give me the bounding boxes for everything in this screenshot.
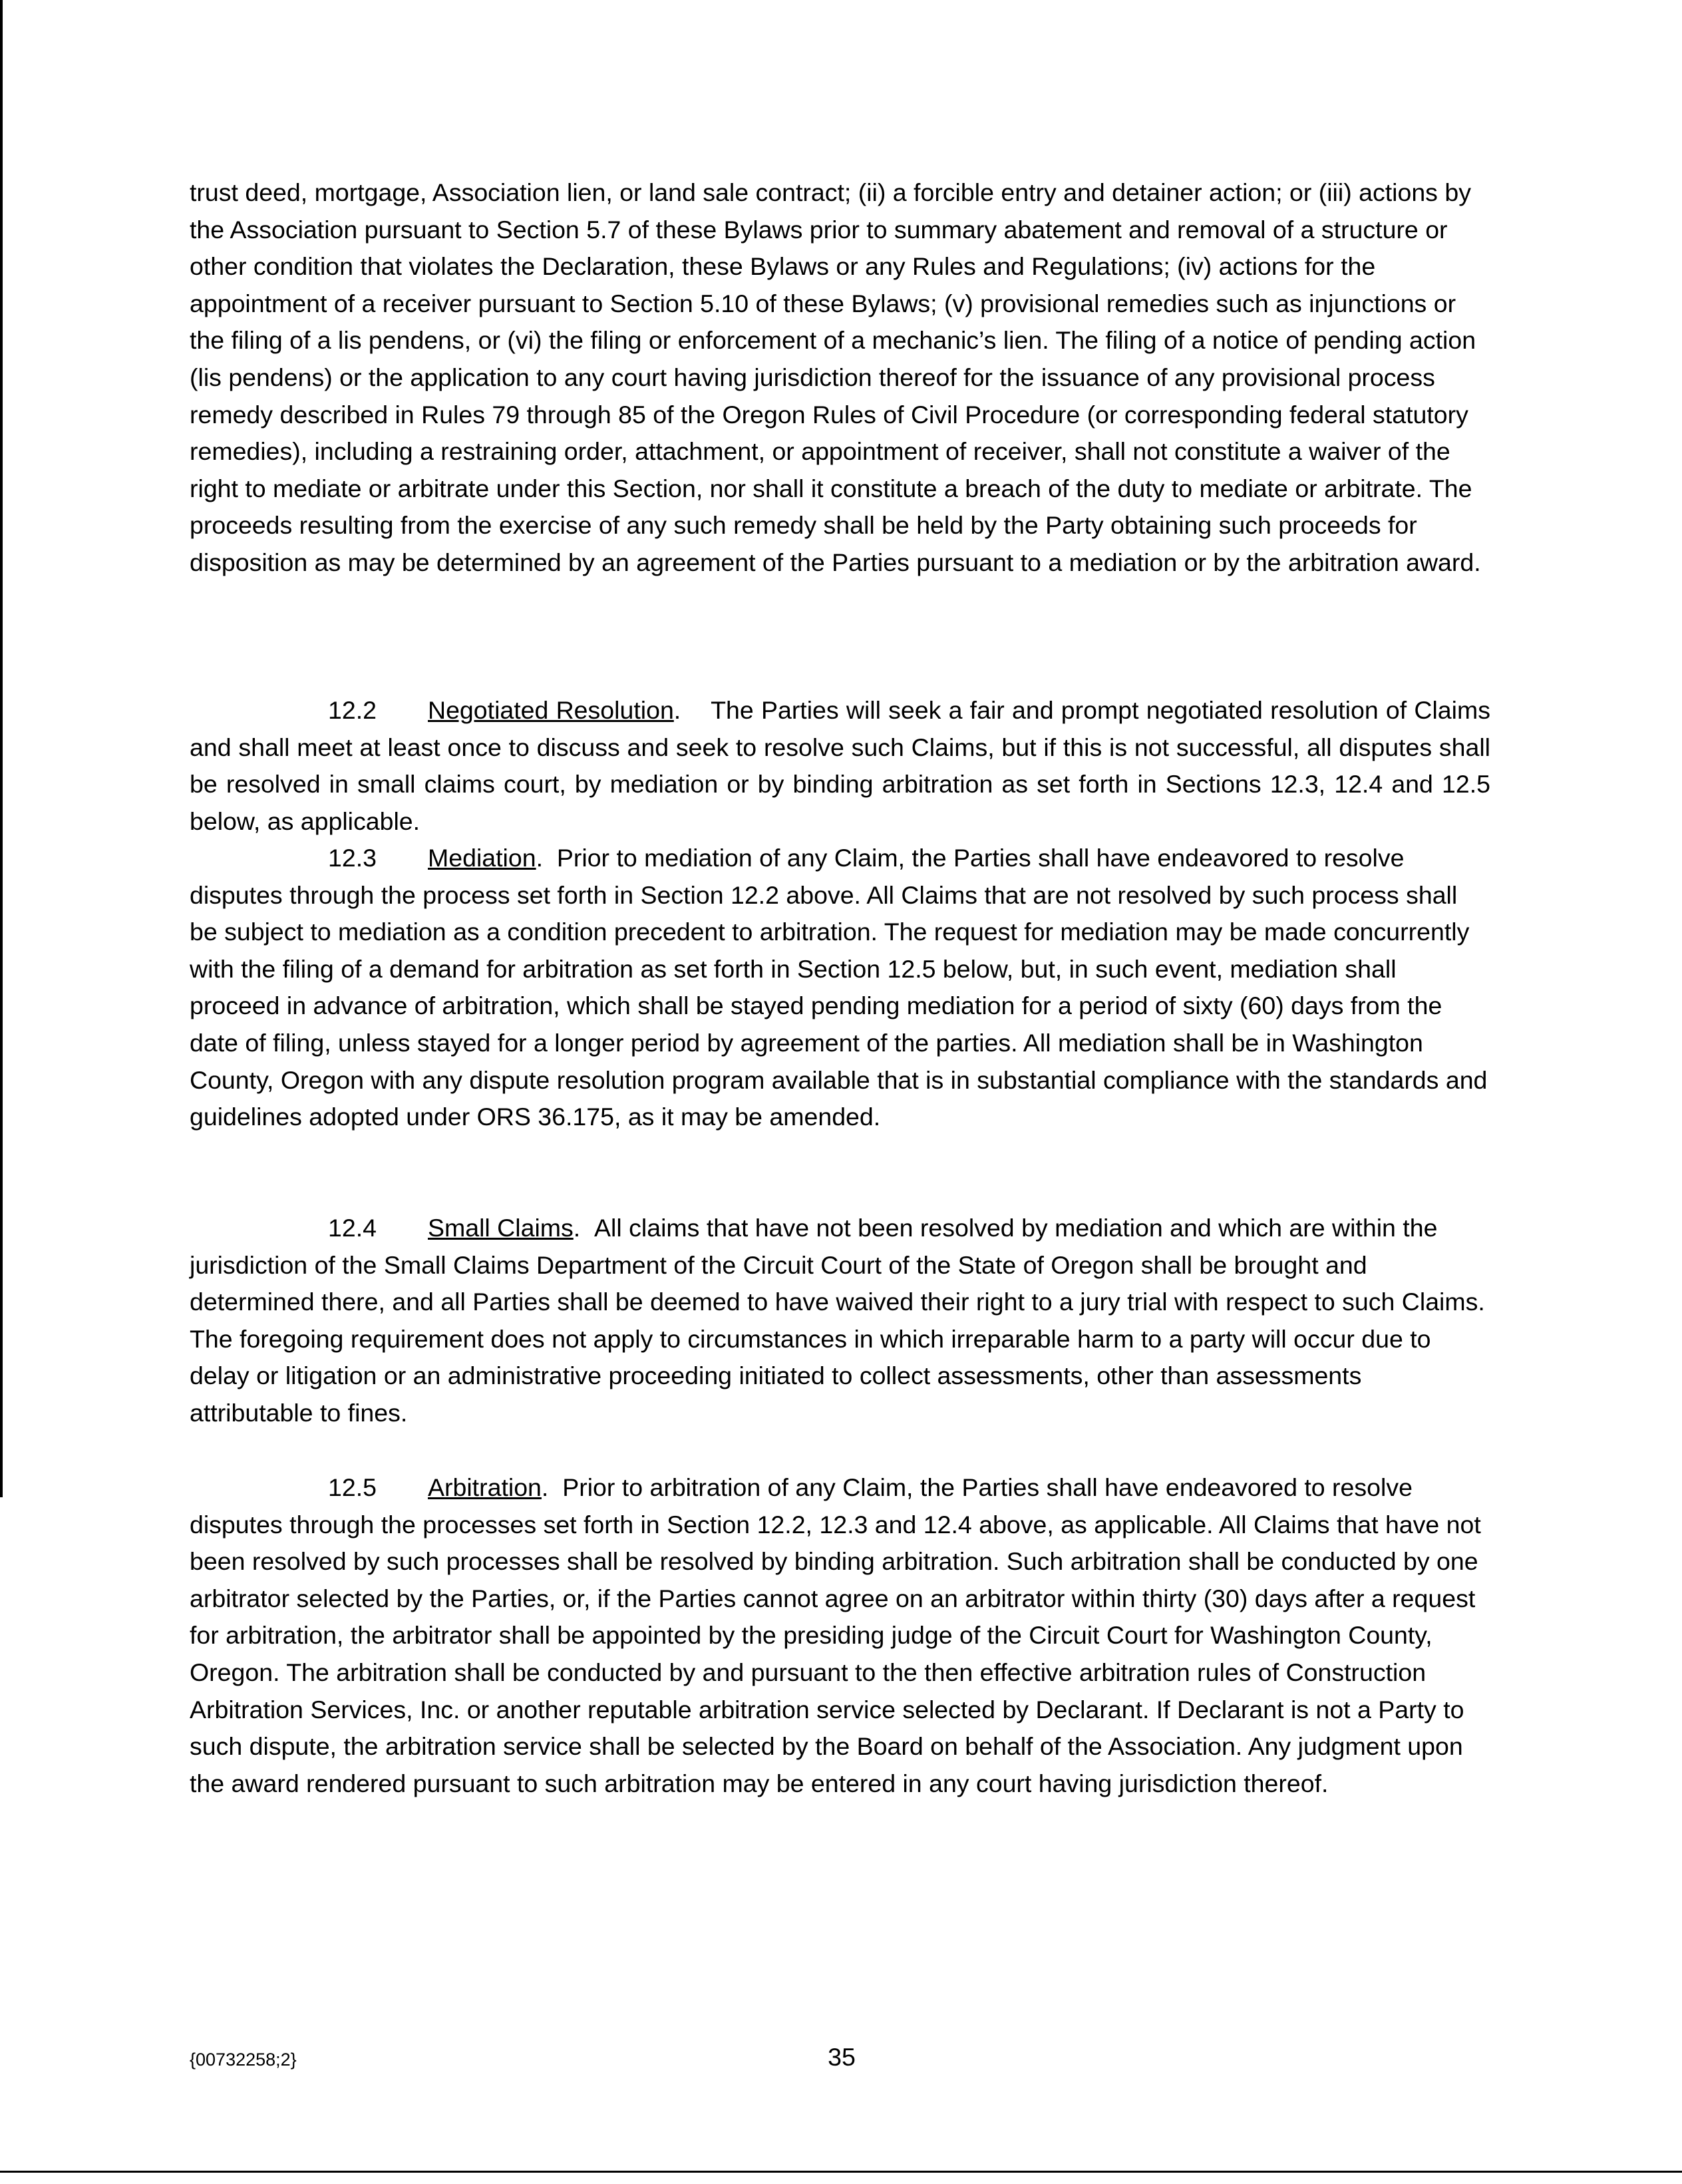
section-title: Negotiated Resolution xyxy=(428,696,674,724)
intro-paragraph: trust deed, mortgage, Association lien, or land sale contract; (ii) a forcible entry and detainer action; or (iii) actions by the Association pursuant to Section 5.7 of these Bylaws prior to summary abatement and removal of a structure or other condition that violates the Declaration, these Bylaws or any Rules and Regulations; (iv) actions for the appointment of a receiver pursuant to Section 5.10 of these Bylaws; (v) provisional remedies such as injunctions or the filing of a lis pendens, or (vi) the filing or enforcement of a mechanic’s lien. The filing of a notice of pending action (lis pendens) or the application to any court having jurisdiction thereof for the issuance of any provisional process remedy described in Rules 79 through 85 of the Oregon Rules of Civil Procedure (or corresponding federal statutory remedies), including a restraining order, attachment, or appointment of receiver, shall not constitute a waiver of the right to mediate or arbitrate under this Section, nor shall it constitute a breach of the duty to mediate or arbitrate. The proceeds resulting from the exercise of any such remedy shall be held by the Party obtaining such proceeds for disposition as may be determined by an agreement of the Parties pursuant to a mediation or by the arbitration award. xyxy=(190,178,1481,576)
section-title-period: . xyxy=(673,696,681,724)
section-text: Prior to arbitration of any Claim, the Parties shall have endeavored to resolve disputes through the processes set forth in Section 12.2, 12.3 and 12.4 above, as applicable. All Claims that have not been resolved by such processes shall be resolved by binding arbitration. Such arbitration shall be conducted by one arbitrator selected by the Parties, or, if the Parties cannot agree on an arbitrator within thirty (30) days after a request for arbitration, the arbitrator shall be appointed by the presiding judge of the Circuit Court for Washington County, Oregon. The arbitration shall be conducted by and pursuant to the then effective arbitration rules of Construction Arbitration Services, Inc. or another reputable arbitration service selected by Declarant. If Declarant is not a Party to such dispute, the arbitration service shall be selected by the Board on behalf of the Association. Any judgment upon the award rendered pursuant to such arbitration may be entered in any court having jurisdiction thereof. xyxy=(190,1473,1481,1797)
section-title-period: . xyxy=(536,844,544,872)
section-title: Small Claims xyxy=(428,1214,574,1242)
page-number: 35 xyxy=(828,2043,856,2071)
section-text: The Parties will seek a fair and prompt negotiated resolution of Claims and shall meet at least once to discuss and seek to resolve such Claims, but if this is not successful, all disputes shall be resolved in small claims court, by mediation or by binding arbitration as set forth in Sections 12.3, 12.4 and 12.5 below, as applicable. xyxy=(190,696,1490,835)
section-text: All claims that have not been resolved by mediation and which are within the jurisdiction of the Small Claims Department of the Circuit Court of the State of Oregon shall be brought and determined there, and all Parties shall be deemed to have waived their right to a jury trial with respect to such Claims. The foregoing requirement does not apply to circumstances in which irreparable harm to a party will occur due to delay or litigation or an administrative proceeding initiated to collect assessments, other than assessments attributable to fines. xyxy=(190,1214,1485,1427)
section-number: 12.4 xyxy=(328,1214,377,1242)
section-number: 12.5 xyxy=(328,1473,377,1501)
section-title: Mediation xyxy=(428,844,536,872)
section-12-2-paragraph xyxy=(190,692,1490,840)
section-text: Prior to mediation of any Claim, the Parties shall have endeavored to resolve disputes through the process set forth in Section 12.2 above. All Claims that are not resolved by such process shall be subject to mediation as a condition precedent to arbitration. The request for mediation may be made concurrently with the filing of a demand for arbitration as set forth in Section 12.5 below, but, in such event, mediation shall proceed in advance of arbitration, which shall be stayed pending mediation for a period of sixty (60) days from the date of filing, unless stayed for a longer period by agreement of the parties. All mediation shall be in Washington County, Oregon with any dispute resolution program available that is in substantial compliance with the standards and guidelines adopted under ORS 36.175, as it may be amended. xyxy=(190,844,1488,1131)
section-12-5-paragraph xyxy=(190,1469,1490,1802)
scan-edge-bottom xyxy=(0,2171,1682,2173)
scan-edge-left xyxy=(0,0,3,1497)
section-title-period: . xyxy=(573,1214,581,1242)
document-id: {00732258;2} xyxy=(190,2050,297,2070)
section-number: 12.2 xyxy=(328,696,377,724)
section-12-3-paragraph xyxy=(190,840,1490,1136)
section-title-period: . xyxy=(541,1473,549,1501)
section-number: 12.3 xyxy=(328,844,377,872)
section-title: Arbitration xyxy=(428,1473,542,1501)
section-12-4-paragraph xyxy=(190,1210,1490,1432)
